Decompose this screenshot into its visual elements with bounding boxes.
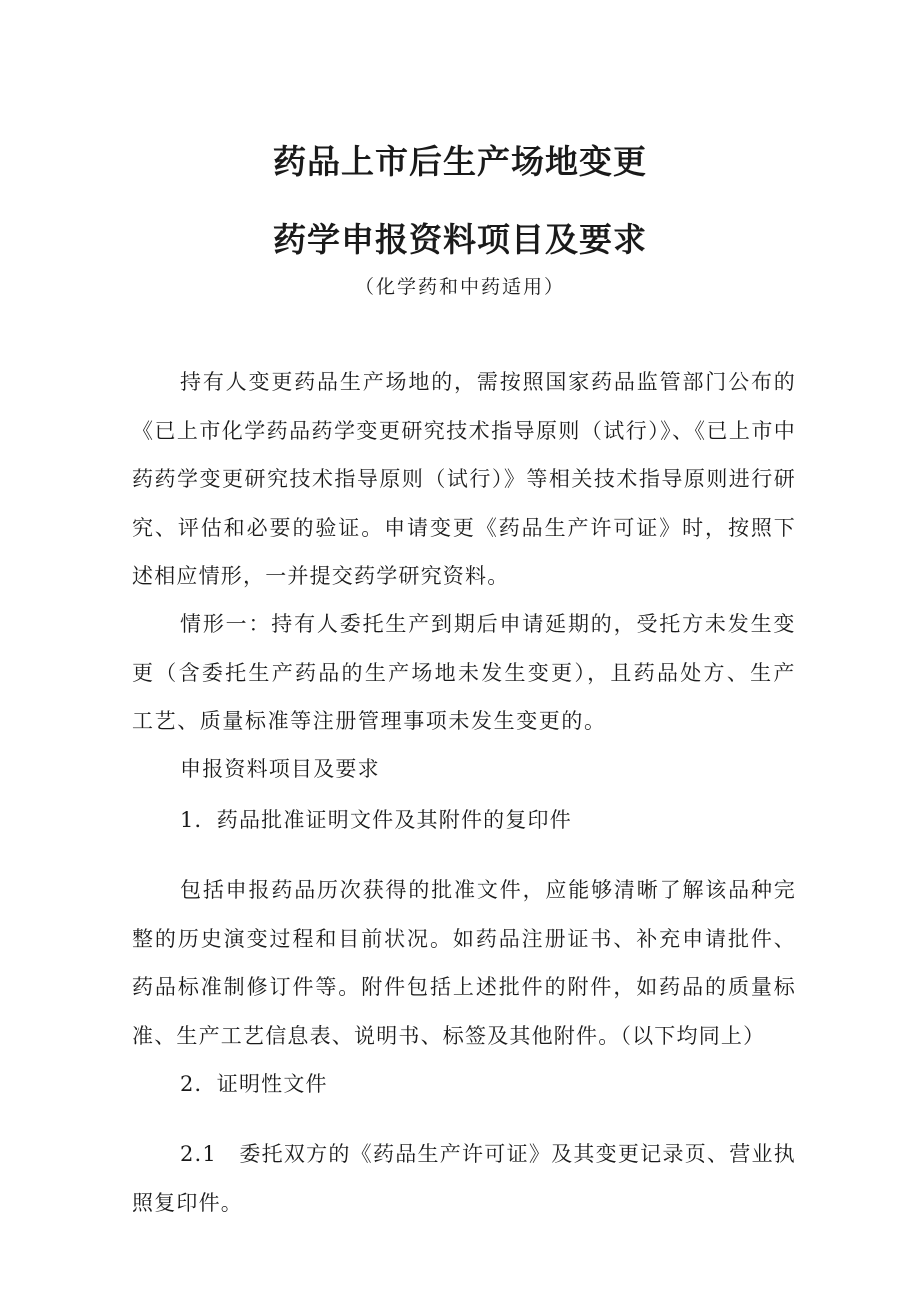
document-title-line-2: 药学申报资料项目及要求 — [273, 220, 647, 259]
requirements-heading: 申报资料项目及要求 — [180, 757, 380, 781]
document-subtitle: （化学药和中药适用） — [354, 276, 565, 298]
item-1-body: 包括申报药品历次获得的批准文件，应能够清晰了解该品种完整的历史演变过程和目前状况。如药品注册证书、补充申请批件、药品标准制修订件等。附件包括上述批件的附件，如药品的质量标准、生产工艺信息表、说明书、标签及其他附件。（以下均同上） — [132, 878, 796, 1048]
item-2-title: 2．证明性文件 — [180, 1072, 328, 1096]
document-title-line-1: 药品上市后生产场地变更 — [273, 142, 647, 181]
case-one-paragraph: 情形一：持有人委托生产到期后申请延期的，受托方未发生变更（含委托生产药品的生产场地未发生变更），且药品处方、生产工艺、质量标准等注册管理事项未发生变更的。 — [132, 612, 796, 733]
item-2-1-body: 2.1 委托双方的《药品生产许可证》及其变更记录页、营业执照复印件。 — [132, 1142, 796, 1215]
intro-paragraph: 持有人变更药品生产场地的，需按照国家药品监管部门公布的《已上市化学药品药学变更研究技术指导原则（试行）》、《已上市中药药学变更研究技术指导原则（试行）》等相关技术指导原则进行研究、评估和必要的验证。申请变更《药品生产许可证》时，按照下述相应情形，一并提交药学研究资料。 — [132, 370, 796, 588]
item-1-title: 1．药品批准证明文件及其附件的复印件 — [180, 808, 572, 832]
